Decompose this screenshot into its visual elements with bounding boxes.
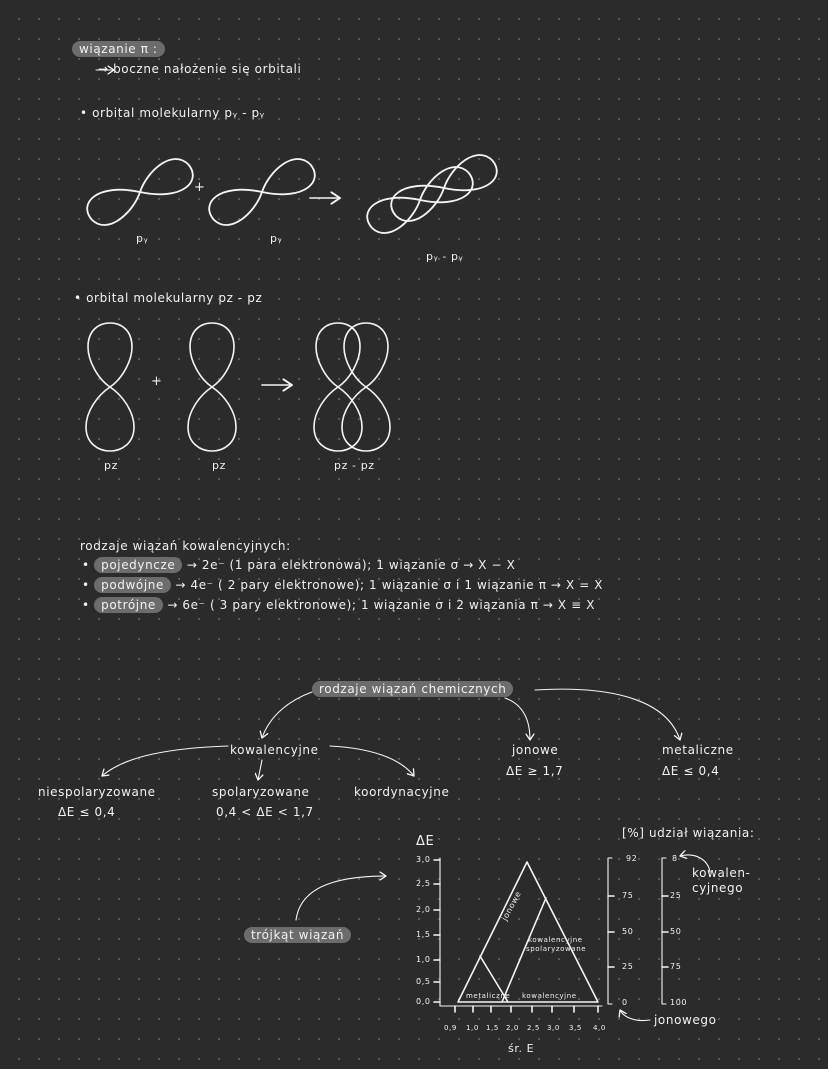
pz-plus: + (151, 374, 163, 389)
left-tick: 75 (622, 891, 634, 900)
triple-bond-label: potrójne (94, 597, 163, 613)
row-bullet: • (82, 578, 90, 592)
region-jonowe: jonowe (500, 889, 524, 923)
py-label-2: pᵧ (270, 232, 283, 245)
kowalencyjnego-label-1: kowalen- (692, 866, 751, 880)
triangle-y-label: ΔE (416, 834, 435, 849)
pz-orbital-sum-b (342, 323, 390, 451)
right-tick: 100 (670, 998, 688, 1007)
bond-tree-koordynacyjne: koordynacyjne (354, 785, 450, 799)
py-plus: + (194, 180, 206, 195)
x-tick: 2,5 (527, 1024, 540, 1032)
row-bullet: • (82, 598, 90, 612)
pz-orbital-2 (188, 323, 236, 451)
jonowego-label: jonowego (654, 1013, 717, 1027)
covalent-row-double (82, 578, 603, 592)
left-tick: 25 (622, 962, 634, 971)
pz-label-1: pz (104, 459, 118, 472)
left-tick: 50 (622, 927, 634, 936)
py-label-sum: pᵧ - pᵧ (426, 250, 464, 263)
share-scale-left (608, 858, 612, 1004)
y-tick: 3,0 (416, 855, 431, 864)
bond-tree-metaliczne-cond: ΔE ≤ 0,4 (662, 764, 720, 778)
single-bond-label: pojedyncze (94, 557, 182, 573)
x-tick: 4,0 (593, 1024, 606, 1032)
bond-tree-niespolaryzowane: niespolaryzowane (38, 785, 156, 799)
double-bond-text: → 4e⁻ ( 2 pary elektronowe); 1 wiązanie σ i 1 wiązanie π → X = X (175, 578, 604, 592)
x-tick: 1,0 (466, 1024, 479, 1032)
region-metaliczne: metaliczne (466, 992, 511, 1000)
pi-title: wiązanie π : (72, 41, 165, 57)
y-tick: 2,5 (416, 879, 431, 888)
bond-tree-jonowe-cond: ΔE ≥ 1,7 (506, 764, 564, 778)
pz-label-2: pz (212, 459, 226, 472)
bond-tree-metaliczne: metaliczne (662, 743, 734, 757)
share-title: [%] udział wiązania: (622, 826, 755, 840)
share-scale-right (662, 858, 666, 1004)
double-bond-label: podwójne (94, 577, 171, 593)
region-kowalencyjne-spolaryzowane-1: kowalencyjne (528, 936, 583, 944)
x-tick: 0,9 (444, 1024, 457, 1032)
right-tick: 25 (670, 891, 682, 900)
y-tick: 0,5 (416, 977, 431, 986)
bond-tree-root: rodzaje wiązań chemicznych (312, 681, 513, 697)
pi-subtitle: → boczne nałożenie się orbitali (98, 62, 302, 76)
covalent-heading: rodzaje wiązań kowalencyjnych: (80, 539, 291, 553)
py-orbital-sum-b (391, 155, 497, 221)
x-tick: 3,5 (569, 1024, 582, 1032)
py-label-1: pᵧ (136, 232, 149, 245)
left-tick: 92 (626, 854, 638, 863)
triple-bond-text: → 6e⁻ ( 3 pary elektronowe); 1 wiązanie σ i 2 wiązania π → X ≡ X (167, 598, 596, 612)
single-bond-text: → 2e⁻ (1 para elektronowa); 1 wiązanie σ → X − X (186, 558, 516, 572)
x-tick: 2,0 (506, 1024, 519, 1032)
py-orbital-2 (209, 159, 315, 225)
y-tick: 2,0 (416, 905, 431, 914)
region-kowalencyjne-spolaryzowane-2: spolaryzowane (526, 945, 587, 953)
covalent-row-single (82, 558, 515, 572)
covalent-row-triple (82, 598, 595, 612)
bond-tree-spolaryzowane-cond: 0,4 < ΔE < 1,7 (216, 805, 314, 819)
y-tick: 1,5 (416, 930, 431, 939)
x-tick: 3,0 (547, 1024, 560, 1032)
row-bullet: • (82, 558, 90, 572)
x-tick: 1,5 (486, 1024, 499, 1032)
py-orbital-sum (367, 167, 473, 233)
left-tick: 0 (622, 998, 628, 1007)
bond-tree-jonowe: jonowe (512, 743, 559, 757)
pz-orbital-1 (86, 323, 134, 451)
region-kowalencyjne: kowalencyjne (522, 992, 577, 1000)
right-tick: 75 (670, 962, 682, 971)
py-heading: • orbital molekularny pᵧ - pᵧ (80, 106, 265, 120)
triangle-label: trójkąt wiązań (244, 927, 351, 943)
pz-heading: • orbital molekularny pz - pz (74, 291, 263, 305)
bond-triangle (458, 862, 598, 1002)
right-tick: 50 (670, 927, 682, 936)
pz-label-sum: pz - pz (334, 459, 375, 472)
right-tick: 8 (672, 854, 678, 863)
bond-tree-niespolaryzowane-cond: ΔE ≤ 0,4 (58, 805, 116, 819)
bond-tree-spolaryzowane: spolaryzowane (212, 785, 310, 799)
kowalencyjnego-label-2: cyjnego (692, 881, 744, 895)
y-tick: 0,0 (416, 997, 431, 1006)
py-orbital-1 (87, 159, 193, 225)
bond-tree-kowalencyjne: kowalencyjne (230, 743, 319, 757)
y-tick: 1,0 (416, 955, 431, 964)
pz-orbital-sum (314, 323, 362, 451)
triangle-x-label: śr. E (508, 1042, 535, 1055)
